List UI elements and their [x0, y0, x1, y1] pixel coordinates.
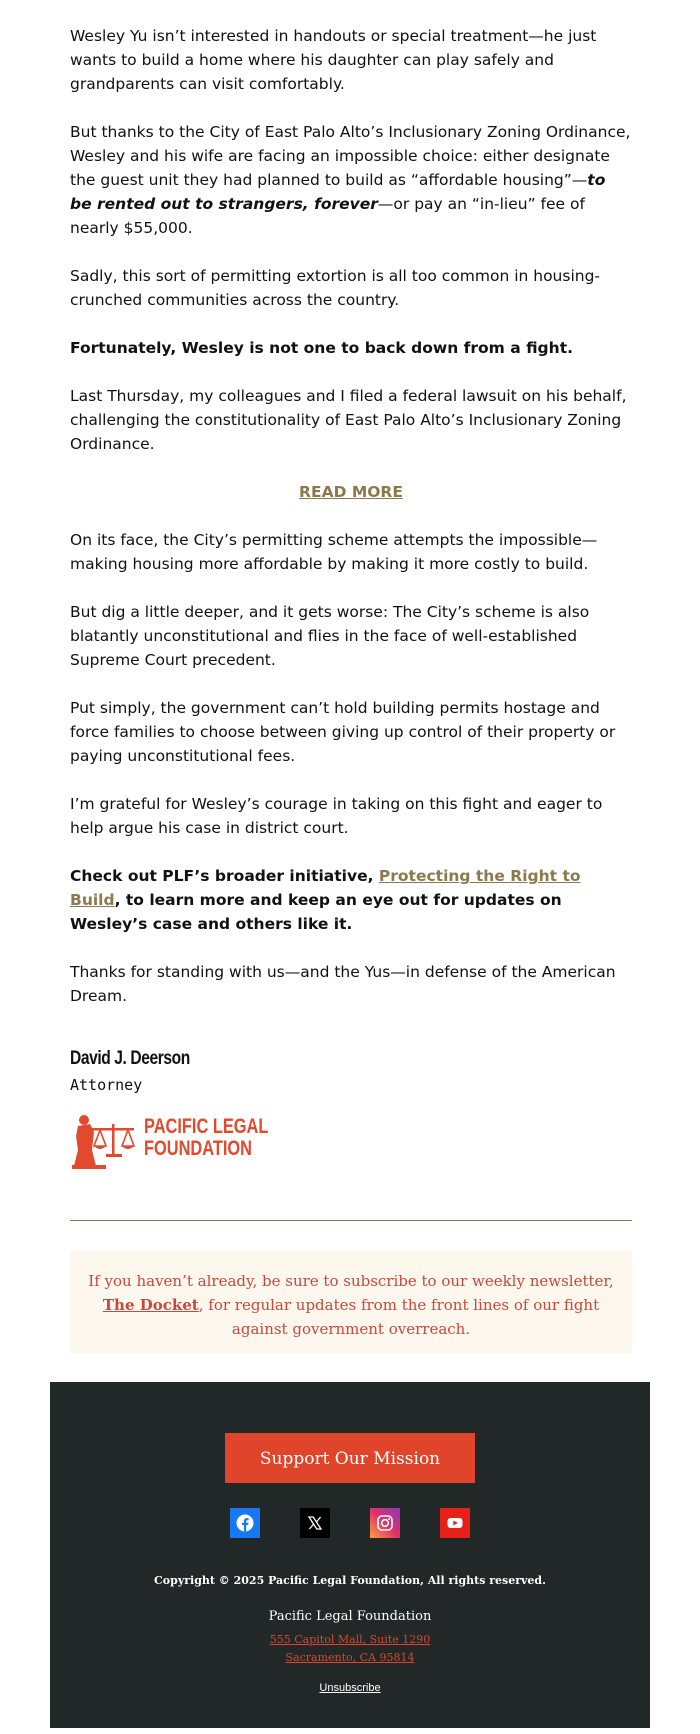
the-docket-link[interactable]: The Docket [102, 1296, 199, 1314]
paragraph: But dig a little deeper, and it gets worse: The City’s scheme is also blatantly unconstitutional and flies in the face of well-established Supreme Court precedent. [70, 603, 590, 669]
newsletter-text: If you haven’t already, be sure to subscribe to our weekly newsletter, [88, 1272, 614, 1290]
right-to-build-link[interactable]: Protecting the Right to Build [70, 867, 581, 909]
instagram-icon[interactable] [370, 1508, 400, 1538]
email-body [70, 24, 632, 1032]
paragraph: On its face, the City’s permitting scheme attempts the impossible—making housing more affordable by making it more costly to build. [70, 531, 598, 573]
paragraph: Last Thursday, my colleagues and I filed a federal lawsuit on his behalf, challenging the constitutionality of East Palo Alto’s Inclusionary Zoning Ordinance. [70, 387, 627, 453]
signature-block [70, 1046, 216, 1094]
paragraph: Sadly, this sort of permitting extortion is all too common in housing-crunched communities across the country. [70, 267, 601, 309]
social-links [50, 1508, 650, 1538]
signature-name: David J. Deerson [70, 1048, 190, 1069]
paragraph: I’m grateful for Wesley’s courage in taking on this fight and eager to help argue his case in district court. [70, 795, 603, 837]
youtube-icon[interactable] [440, 1508, 470, 1538]
newsletter-text: , for regular updates from the front lines of our fight against government overreach. [198, 1296, 600, 1338]
logo-text-line2: FOUNDATION [144, 1137, 252, 1160]
logo-text-line1: PACIFIC LEGAL [144, 1115, 269, 1138]
paragraph [70, 120, 632, 240]
copyright-text: Copyright © 2025 Pacific Legal Foundation, All rights reserved. [154, 1574, 546, 1587]
lady-justice-icon [70, 1110, 142, 1172]
read-more-row [70, 480, 632, 504]
newsletter-callout [70, 1251, 632, 1353]
paragraph-bold [70, 864, 632, 936]
unsubscribe-link[interactable]: Unsubscribe [319, 1682, 381, 1694]
paragraph-text: —or pay an “in-lieu” fee of nearly $55,000. [70, 195, 585, 237]
emphasis-text: to be rented out to strangers, forever [70, 171, 606, 213]
paragraph: Put simply, the government can’t hold building permits hostage and force families to choose between giving up control of their property or paying unconstitutional fees. [70, 699, 616, 765]
signature-title: Attorney [70, 1076, 143, 1094]
footer [50, 1382, 650, 1728]
facebook-icon[interactable] [230, 1508, 260, 1538]
read-more-link[interactable]: READ MORE [299, 483, 403, 501]
address-line2-link[interactable]: Sacramento, CA 95814 [285, 1651, 415, 1664]
paragraph-bold: Fortunately, Wesley is not one to back down from a fight. [70, 339, 573, 357]
paragraph: Wesley Yu isn’t interested in handouts or special treatment—he just wants to build a home where his daughter can play safely and grandparents can visit comfortably. [70, 27, 597, 93]
paragraph-text: But thanks to the City of East Palo Alto’s Inclusionary Zoning Ordinance, Wesley and his wife are facing an impossible choice: either designate the guest unit they had planned to build as “affordable housing”— [70, 123, 631, 189]
support-our-mission-button[interactable]: Support Our Mission [225, 1433, 475, 1483]
pacific-legal-foundation-logo [70, 1110, 270, 1172]
paragraph-text: Check out PLF’s broader initiative, [70, 867, 379, 885]
footer-org-name: Pacific Legal Foundation [268, 1609, 432, 1624]
divider [70, 1220, 632, 1221]
paragraph: Thanks for standing with us—and the Yus—in defense of the American Dream. [70, 963, 616, 1005]
x-icon[interactable] [300, 1508, 330, 1538]
paragraph-text: , to learn more and keep an eye out for updates on Wesley’s case and others like it. [70, 891, 562, 933]
address-line1-link[interactable]: 555 Capitol Mall, Suite 1290 [269, 1633, 431, 1646]
